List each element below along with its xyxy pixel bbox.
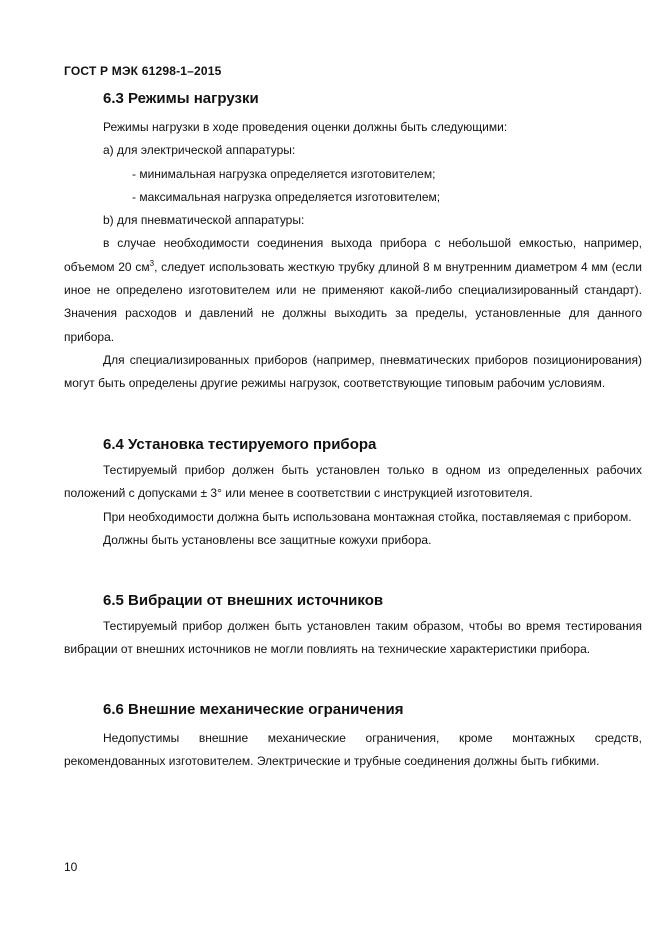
paragraph: Тестируемый прибор должен быть установлен только в одном из определенных рабочих положений с допусками ± 3° или менее в соответствии с инструкцией изготовителя. xyxy=(64,463,642,501)
paragraph: Режимы нагрузки в ходе проведения оценки должны быть следующими: xyxy=(103,120,508,134)
paragraph: При необходимости должна быть использована монтажная стойка, поставляемая с прибором. xyxy=(103,509,632,524)
page-number: 10 xyxy=(64,860,78,874)
section-6-3-body xyxy=(64,116,642,396)
section-6-6 xyxy=(64,701,642,718)
section-6-6-body xyxy=(64,727,642,774)
list-item: - минимальная нагрузка определяется изготовителем; xyxy=(132,166,436,181)
paragraph: Тестируемый прибор должен быть установлен таким образом, чтобы во время тестирования вибрации от внешних источников не могли повлиять на технические характеристики прибора. xyxy=(64,619,642,657)
text-run: в случае необходимости соединения выхода прибора с небольшой емкостью, например, объемом 20 см xyxy=(64,236,642,274)
section-6-3 xyxy=(64,90,642,107)
section-title: 6.3 Режимы нагрузки xyxy=(103,90,259,107)
section-title: 6.6 Внешние механические ограничения xyxy=(103,701,404,718)
section-6-4 xyxy=(64,436,642,453)
superscript: 3 xyxy=(149,258,155,268)
section-6-5-body xyxy=(64,615,642,662)
section-6-5 xyxy=(64,592,642,609)
list-item: - максимальная нагрузка определяется изготовителем; xyxy=(132,189,441,204)
paragraph xyxy=(64,232,642,348)
text-run: , следует использовать жесткую трубку длиной 8 м внутренним диаметром 4 мм (если иное не определено изготовителем или не применяют какой-либо специализированный стандарт). Значения расходов и давлений не должны выходить за пределы, установленные для данного прибора. xyxy=(64,259,642,344)
section-title: 6.5 Вибрации от внешних источников xyxy=(103,592,384,609)
list-item: b) для пневматической аппаратуры: xyxy=(103,213,305,228)
document-header: ГОСТ Р МЭК 61298-1–2015 xyxy=(64,64,222,78)
paragraph: Должны быть установлены все защитные кожухи прибора. xyxy=(103,532,432,547)
paragraph: Для специализированных приборов (например, пневматических приборов позиционирования) могут быть определены другие режимы нагрузок, соответствующие типовым рабочим условиям. xyxy=(64,352,642,391)
paragraph: Недопустимы внешние механические ограничения, кроме монтажных средств, рекомендованных изготовителем. Электрические и трубные соединения должны быть гибкими. xyxy=(64,731,642,769)
section-title: 6.4 Установка тестируемого прибора xyxy=(103,436,377,453)
section-6-4-body xyxy=(64,459,642,552)
list-item: а) для электрической аппаратуры: xyxy=(103,143,296,158)
